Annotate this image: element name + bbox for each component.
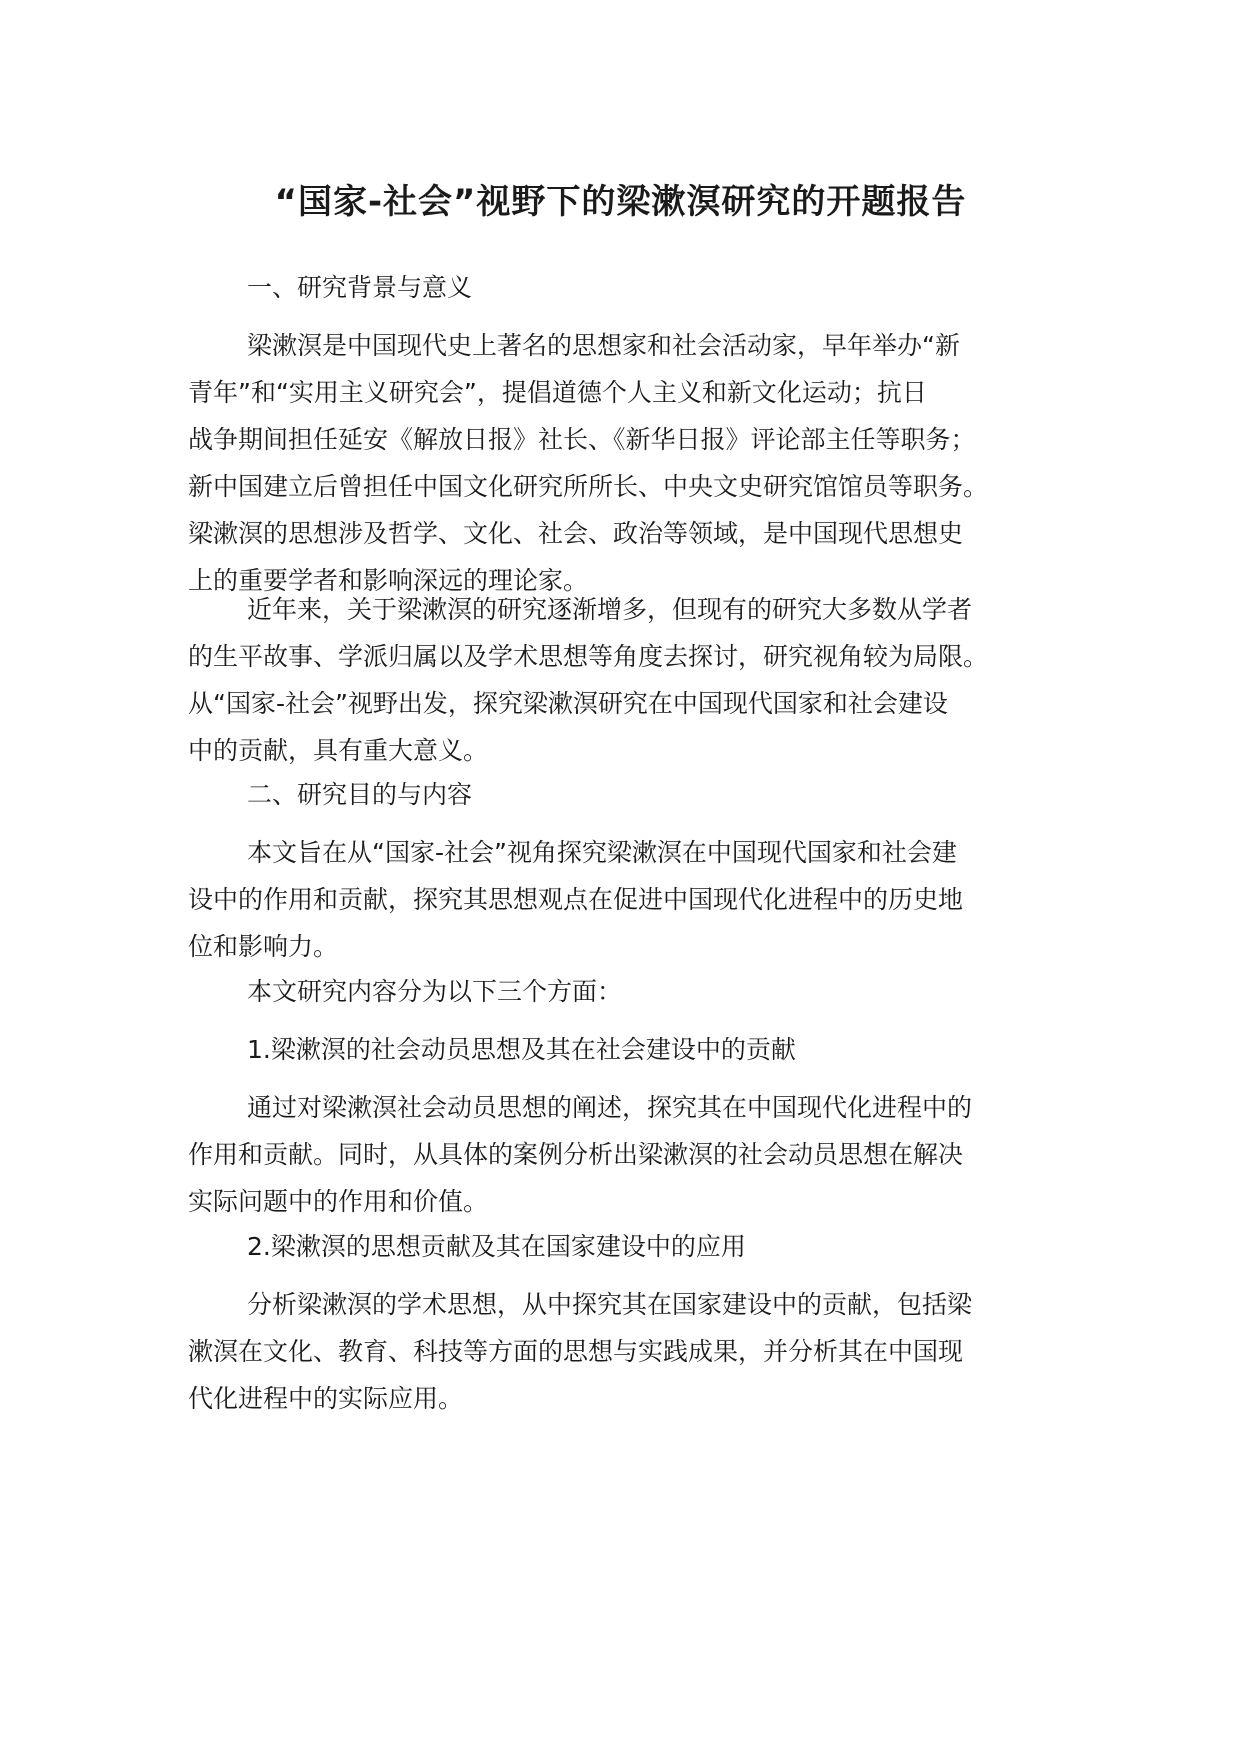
content-intro (188, 968, 1068, 1015)
paragraph-line: 代化进程中的实际应用。 (188, 1384, 464, 1413)
subheading-thought-contribution (188, 1223, 1068, 1270)
paragraph-line: 战争期间担任延安《解放日报》社长、《新华日报》评论部主任等职务； (188, 425, 976, 454)
paragraph-line: 设中的作用和贡献，探究其思想观点在促进中国现代化进程中的历史地 (188, 885, 964, 914)
heading-text: 一、研究背景与意义 (247, 273, 473, 302)
paragraph-line: 梁漱溟是中国现代史上著名的思想家和社会活动家，早年举办“新 (247, 331, 960, 360)
section-heading-objectives (188, 771, 1068, 818)
paragraph-line: 的生平故事、学派归属以及学术思想等角度去探讨，研究视角较为局限。 (188, 642, 989, 671)
heading-text: 二、研究目的与内容 (247, 780, 473, 809)
paragraph-line: 位和影响力。 (188, 932, 339, 961)
paragraph-line: 近年来，关于梁漱溟的研究逐渐增多，但现有的研究大多数从学者 (247, 595, 973, 624)
paragraph-line: 青年”和“实用主义研究会”，提倡道德个人主义和新文化运动；抗日 (188, 378, 927, 407)
section-heading-background (188, 264, 1068, 311)
paragraph-line: 漱溟在文化、教育、科技等方面的思想与实践成果，并分析其在中国现 (188, 1337, 964, 1366)
subheading-social-mobilization (188, 1026, 1068, 1073)
paragraph-objectives (188, 829, 1068, 970)
paragraph-line: 实际问题中的作用和价值。 (188, 1187, 489, 1216)
heading-text: 2.梁漱溟的思想贡献及其在国家建设中的应用 (247, 1232, 746, 1261)
document-title: “国家-社会”视野下的梁漱溟研究的开题报告 (274, 182, 967, 222)
paragraph-research-status (188, 586, 1068, 774)
heading-text: 1.梁漱溟的社会动员思想及其在社会建设中的贡献 (247, 1035, 796, 1064)
heading-text: 本文研究内容分为以下三个方面： (247, 977, 623, 1006)
paragraph-line: 从“国家-社会”视野出发，探究梁漱溟研究在中国现代国家和社会建设 (188, 689, 948, 718)
paragraph-line: 作用和贡献。同时，从具体的案例分析出梁漱溟的社会动员思想在解决 (188, 1140, 964, 1169)
paragraph-line: 上的重要学者和影响深远的理论家。 (188, 566, 589, 595)
paragraph-line: 梁漱溟的思想涉及哲学、文化、社会、政治等领域，是中国现代思想史 (188, 519, 964, 548)
paragraph-line: 分析梁漱溟的学术思想，从中探究其在国家建设中的贡献，包括梁 (247, 1290, 973, 1319)
paragraph-thought-contribution (188, 1281, 1068, 1422)
paragraph-social-mobilization (188, 1084, 1068, 1225)
paragraph-line: 通过对梁漱溟社会动员思想的阐述，探究其在中国现代化进程中的 (247, 1093, 973, 1122)
paragraph-line: 新中国建立后曾担任中国文化研究所所长、中央文史研究馆馆员等职务。 (188, 472, 989, 501)
paragraph-background (188, 322, 1068, 604)
paragraph-line: 中的贡献，具有重大意义。 (188, 736, 489, 765)
paragraph-line: 本文旨在从“国家-社会”视角探究梁漱溟在中国现代国家和社会建 (247, 838, 957, 867)
